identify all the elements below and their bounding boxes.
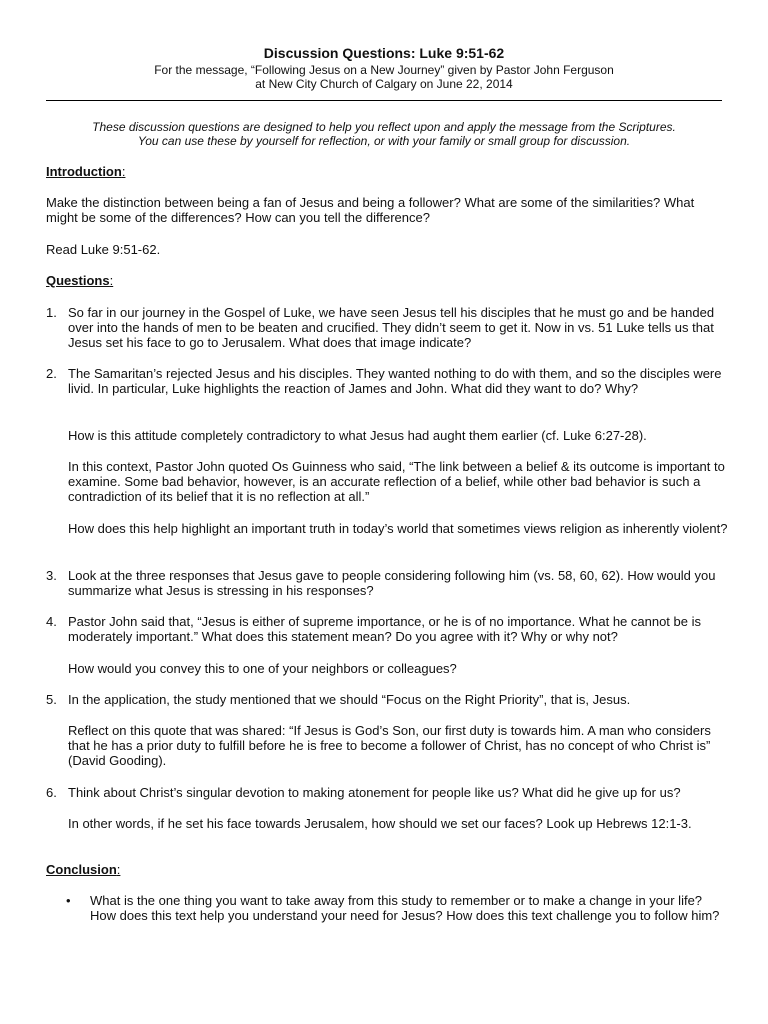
question-1-text: So far in our journey in the Gospel of Luke, we have seen Jesus tell his disciples that he must go and be handed over into the hands of men to be beaten and crucified. They didn’t seem to get it. Now in vs. 51 Luke tells us that Jesus set his face to go to Jerusalem. What does that image indicate? [68,305,715,350]
header-divider [46,100,722,101]
question-6-number: 6. [46,785,57,800]
question-2-followup-3: How does this help highlight an important truth in today’s world that sometimes views religion as inherently violent? [68,521,728,536]
subtitle-line-2: at New City Church of Calgary on June 22, 2014 [255,77,513,91]
question-4-text: Pastor John said that, “Jesus is either of supreme importance, or he is of no importance. What he cannot be is moderately important.” What does this statement mean? Do you agree with it? Why or why not? [68,614,701,644]
introduction-heading-colon: : [121,164,126,179]
question-2-followup-2: In this context, Pastor John quoted Os Guinness who said, “The link between a belief & its outcome is important to examine. Some bad behavior, however, is an accurate reflection of a belief, while other bad behavior is such a contradiction of its belief that it is no reflection at all.” [68,459,725,504]
conclusion-heading-text: Conclusion [46,862,117,877]
question-6-followup-1: In other words, if he set his face towards Jerusalem, how should we set our faces? Look up Hebrews 12:1-3. [68,816,692,831]
conclusion-bullet: • [66,893,71,908]
question-4-followup-1: How would you convey this to one of your neighbors or colleagues? [68,661,457,676]
question-2-text: The Samaritan’s rejected Jesus and his disciples. They wanted nothing to do with them, and so the disciples were livid. In particular, Luke highlights the reaction of James and John. What did they want to do? Why? [68,366,722,396]
question-6-text: Think about Christ’s singular devotion to making atonement for people like us? What did he give up for us? [68,785,681,800]
questions-heading-text: Questions [46,273,110,288]
question-2-number: 2. [46,366,57,381]
introduction-text: Make the distinction between being a fan of Jesus and being a follower? What are some of the similarities? What might be some of the differences? How can you tell the difference? [46,195,695,225]
subtitle-line-1: For the message, “Following Jesus on a New Journey” given by Pastor John Ferguson [154,63,614,77]
question-2-followup-1: How is this attitude completely contradictory to what Jesus had aught them earlier (cf. Luke 6:27-28). [68,428,647,443]
intro-note [46,120,722,148]
questions-heading-colon: : [109,273,114,288]
introduction-heading [46,164,125,179]
question-5-number: 5. [46,692,57,707]
document-title: Discussion Questions: Luke 9:51-62 [263,45,505,61]
introduction-heading-text: Introduction [46,164,122,179]
intro-note-line-2: You can use these by yourself for reflection, or with your family or small group for discussion. [137,134,631,148]
question-5-text: In the application, the study mentioned that we should “Focus on the Right Priority”, that is, Jesus. [68,692,631,707]
question-1-number: 1. [46,305,57,320]
introduction-read: Read Luke 9:51-62. [46,242,161,257]
question-3-number: 3. [46,568,57,583]
question-3-text: Look at the three responses that Jesus gave to people considering following him (vs. 58, 60, 62). How would you summarize what Jesus is stressing in his responses? [68,568,716,598]
question-5-followup-1: Reflect on this quote that was shared: “If Jesus is God’s Son, our first duty is towards him. A man who considers that he has a prior duty to fulfill before he is free to become a follower of Christ, has no concept of who Christ is” (David Gooding). [68,723,711,768]
intro-note-line-1: These discussion questions are designed to help you reflect upon and apply the message from the Scriptures. [92,120,676,134]
questions-heading [46,273,113,288]
conclusion-text: What is the one thing you want to take away from this study to remember or to make a change in your life? How does this text help you understand your need for Jesus? How does this text challenge you to follow him? [90,893,720,923]
document-subtitle [0,63,768,91]
question-4-number: 4. [46,614,57,629]
conclusion-heading [46,862,120,877]
conclusion-heading-colon: : [116,862,121,877]
